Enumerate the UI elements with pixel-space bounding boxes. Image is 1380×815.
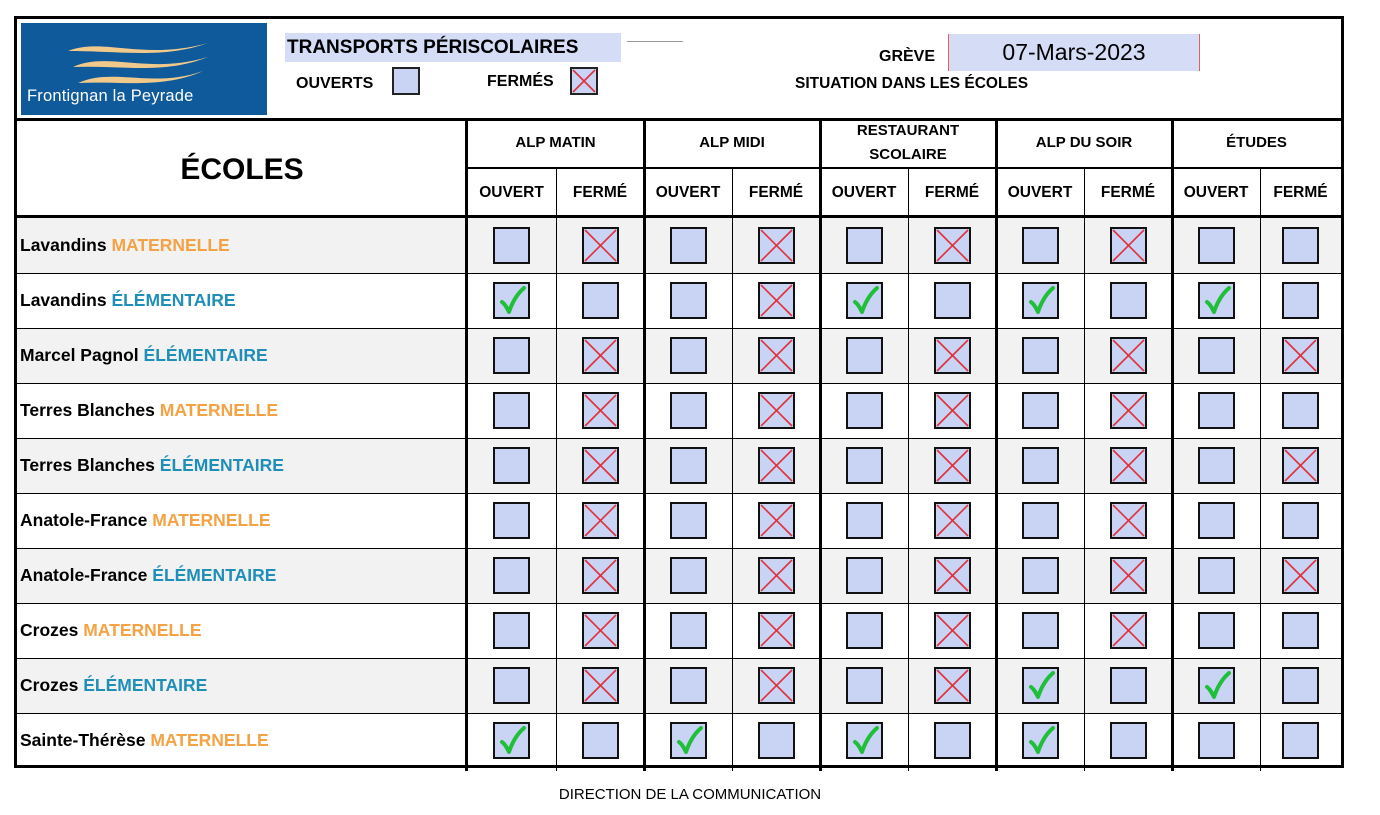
cross-icon bbox=[936, 614, 969, 647]
closed-checkbox[interactable] bbox=[1282, 667, 1319, 704]
closed-checkbox[interactable] bbox=[758, 667, 795, 704]
open-checkbox[interactable] bbox=[493, 557, 530, 594]
closed-checkbox[interactable] bbox=[582, 667, 619, 704]
cross-icon bbox=[584, 669, 617, 702]
open-checkbox[interactable] bbox=[846, 337, 883, 374]
closed-checkbox[interactable] bbox=[934, 667, 971, 704]
closed-checkbox[interactable] bbox=[1282, 722, 1319, 759]
open-checkbox[interactable] bbox=[1198, 282, 1235, 319]
open-checkbox[interactable] bbox=[846, 392, 883, 429]
open-checkbox[interactable] bbox=[1022, 227, 1059, 264]
open-checkbox[interactable] bbox=[846, 502, 883, 539]
group-divider bbox=[995, 119, 998, 771]
closed-checkbox[interactable] bbox=[582, 282, 619, 319]
closed-checkbox[interactable] bbox=[758, 227, 795, 264]
closed-checkbox[interactable] bbox=[758, 447, 795, 484]
cross-icon bbox=[760, 559, 793, 592]
school-label: Anatole-France bbox=[20, 510, 148, 530]
closed-checkbox[interactable] bbox=[934, 337, 971, 374]
open-checkbox[interactable] bbox=[493, 447, 530, 484]
closed-checkbox[interactable] bbox=[582, 447, 619, 484]
open-checkbox[interactable] bbox=[670, 282, 707, 319]
legend-open-box bbox=[392, 67, 420, 95]
open-checkbox[interactable] bbox=[493, 392, 530, 429]
table-row bbox=[17, 328, 1341, 383]
school-name bbox=[20, 603, 202, 658]
cross-icon bbox=[760, 449, 793, 482]
sub-header-open: OUVERT bbox=[1007, 183, 1073, 201]
cross-icon bbox=[584, 229, 617, 262]
closed-checkbox[interactable] bbox=[1110, 282, 1147, 319]
closed-checkbox[interactable] bbox=[1282, 282, 1319, 319]
open-checkbox[interactable] bbox=[493, 667, 530, 704]
open-checkbox[interactable] bbox=[1198, 227, 1235, 264]
school-name bbox=[20, 218, 230, 273]
table-row bbox=[17, 493, 1341, 548]
table-row bbox=[17, 603, 1341, 658]
cross-icon bbox=[1112, 449, 1145, 482]
sub-header-open: OUVERT bbox=[655, 183, 721, 201]
closed-checkbox[interactable] bbox=[758, 337, 795, 374]
cross-icon bbox=[584, 449, 617, 482]
open-checkbox[interactable] bbox=[670, 337, 707, 374]
open-checkbox[interactable] bbox=[670, 502, 707, 539]
open-checkbox[interactable] bbox=[846, 722, 883, 759]
row-divider bbox=[17, 438, 1341, 439]
strike-label: GRÈVE bbox=[879, 48, 936, 65]
closed-checkbox[interactable] bbox=[758, 722, 795, 759]
column-divider bbox=[908, 167, 909, 771]
group-header: ÉTUDES bbox=[1226, 134, 1287, 151]
column-divider bbox=[556, 167, 557, 771]
logo-text: Frontignan la Peyrade bbox=[27, 87, 194, 105]
closed-checkbox[interactable] bbox=[1110, 667, 1147, 704]
check-icon bbox=[848, 724, 881, 757]
sub-header-open: OUVERT bbox=[479, 183, 544, 201]
closed-checkbox[interactable] bbox=[582, 722, 619, 759]
row-divider bbox=[17, 273, 1341, 274]
schools-header: ÉCOLES bbox=[180, 153, 304, 186]
closed-checkbox[interactable] bbox=[1110, 722, 1147, 759]
open-checkbox[interactable] bbox=[1198, 667, 1235, 704]
row-divider bbox=[17, 383, 1341, 384]
closed-checkbox[interactable] bbox=[1282, 227, 1319, 264]
row-divider bbox=[17, 658, 1341, 659]
legend-closed-box bbox=[570, 67, 598, 95]
school-label: Lavandins bbox=[20, 235, 107, 255]
check-icon bbox=[848, 284, 881, 317]
cross-icon bbox=[1112, 504, 1145, 537]
cross-icon bbox=[936, 449, 969, 482]
row-divider bbox=[17, 328, 1341, 329]
open-checkbox[interactable] bbox=[1022, 667, 1059, 704]
check-icon bbox=[1200, 284, 1233, 317]
legend-closed-label: FERMÉS bbox=[487, 73, 554, 90]
open-checkbox[interactable] bbox=[1198, 337, 1235, 374]
school-name bbox=[20, 713, 269, 768]
open-checkbox[interactable] bbox=[1022, 282, 1059, 319]
check-icon bbox=[1024, 669, 1057, 702]
group-header: RESTAURANT SCOLAIRE bbox=[856, 122, 960, 163]
check-icon bbox=[672, 724, 705, 757]
table-row bbox=[17, 548, 1341, 603]
sub-header-closed: FERMÉ bbox=[1100, 183, 1156, 201]
cross-icon bbox=[1284, 339, 1317, 372]
row-divider bbox=[17, 548, 1341, 549]
open-checkbox[interactable] bbox=[1022, 722, 1059, 759]
open-checkbox[interactable] bbox=[846, 282, 883, 319]
open-checkbox[interactable] bbox=[1198, 612, 1235, 649]
open-checkbox[interactable] bbox=[493, 502, 530, 539]
closed-checkbox[interactable] bbox=[582, 612, 619, 649]
cross-icon bbox=[1112, 394, 1145, 427]
closed-checkbox[interactable] bbox=[582, 557, 619, 594]
closed-checkbox[interactable] bbox=[1110, 227, 1147, 264]
cross-icon bbox=[584, 504, 617, 537]
school-type: ÉLÉMENTAIRE bbox=[159, 455, 284, 475]
row-divider bbox=[17, 493, 1341, 494]
school-name bbox=[20, 438, 284, 493]
cross-icon bbox=[584, 559, 617, 592]
group-header: ALP MIDI bbox=[699, 134, 765, 151]
cross-icon bbox=[584, 394, 617, 427]
closed-checkbox[interactable] bbox=[582, 392, 619, 429]
closed-checkbox[interactable] bbox=[582, 502, 619, 539]
row-divider bbox=[17, 713, 1341, 714]
check-icon bbox=[495, 724, 528, 757]
open-checkbox[interactable] bbox=[1198, 722, 1235, 759]
legend-open-label: OUVERTS bbox=[296, 75, 374, 92]
open-checkbox[interactable] bbox=[493, 612, 530, 649]
open-checkbox[interactable] bbox=[846, 612, 883, 649]
check-icon bbox=[1024, 724, 1057, 757]
closed-checkbox[interactable] bbox=[934, 557, 971, 594]
school-type: ÉLÉMENTAIRE bbox=[143, 345, 268, 365]
open-checkbox[interactable] bbox=[846, 557, 883, 594]
closed-checkbox[interactable] bbox=[1282, 447, 1319, 484]
body-divider bbox=[17, 215, 1341, 218]
school-type: MATERNELLE bbox=[83, 620, 202, 640]
open-checkbox[interactable] bbox=[1198, 557, 1235, 594]
group-divider bbox=[819, 119, 822, 771]
open-checkbox[interactable] bbox=[1022, 612, 1059, 649]
open-checkbox[interactable] bbox=[1022, 337, 1059, 374]
closed-checkbox[interactable] bbox=[1110, 502, 1147, 539]
open-checkbox[interactable] bbox=[1022, 557, 1059, 594]
open-checkbox[interactable] bbox=[493, 227, 530, 264]
sub-header-closed: FERMÉ bbox=[924, 183, 980, 201]
open-checkbox[interactable] bbox=[846, 667, 883, 704]
open-checkbox[interactable] bbox=[1022, 392, 1059, 429]
cross-icon bbox=[1112, 614, 1145, 647]
cross-icon bbox=[584, 339, 617, 372]
closed-checkbox[interactable] bbox=[1282, 392, 1319, 429]
subheader-divider bbox=[467, 167, 1341, 169]
closed-checkbox[interactable] bbox=[1282, 612, 1319, 649]
cross-icon bbox=[1284, 559, 1317, 592]
cross-icon bbox=[936, 504, 969, 537]
closed-checkbox[interactable] bbox=[1282, 557, 1319, 594]
closed-checkbox[interactable] bbox=[758, 392, 795, 429]
cross-icon bbox=[1284, 449, 1317, 482]
open-checkbox[interactable] bbox=[1198, 392, 1235, 429]
open-checkbox[interactable] bbox=[846, 227, 883, 264]
cross-icon bbox=[936, 229, 969, 262]
table-row bbox=[17, 713, 1341, 768]
open-checkbox[interactable] bbox=[670, 392, 707, 429]
cross-icon bbox=[760, 669, 793, 702]
cross-icon bbox=[936, 669, 969, 702]
open-checkbox[interactable] bbox=[846, 447, 883, 484]
school-type: ÉLÉMENTAIRE bbox=[83, 675, 208, 695]
closed-checkbox[interactable] bbox=[934, 612, 971, 649]
school-label: Terres Blanches bbox=[20, 455, 155, 475]
closed-checkbox[interactable] bbox=[934, 227, 971, 264]
cross-icon bbox=[1112, 229, 1145, 262]
school-name bbox=[20, 273, 236, 328]
situation-label: SITUATION DANS LES ÉCOLES bbox=[795, 75, 1029, 92]
closed-checkbox[interactable] bbox=[758, 282, 795, 319]
cross-icon bbox=[572, 69, 596, 93]
closed-checkbox[interactable] bbox=[758, 557, 795, 594]
cross-icon bbox=[760, 229, 793, 262]
cross-icon bbox=[936, 394, 969, 427]
school-name bbox=[20, 383, 278, 438]
column-divider bbox=[1084, 167, 1085, 771]
open-checkbox[interactable] bbox=[1022, 447, 1059, 484]
open-checkbox[interactable] bbox=[670, 612, 707, 649]
closed-checkbox[interactable] bbox=[582, 337, 619, 374]
check-icon bbox=[495, 284, 528, 317]
closed-checkbox[interactable] bbox=[1282, 502, 1319, 539]
open-checkbox[interactable] bbox=[1022, 502, 1059, 539]
open-checkbox[interactable] bbox=[1198, 502, 1235, 539]
table-row bbox=[17, 383, 1341, 438]
open-checkbox[interactable] bbox=[670, 227, 707, 264]
school-label: Crozes bbox=[20, 620, 79, 640]
column-divider bbox=[1260, 167, 1261, 771]
open-checkbox[interactable] bbox=[670, 557, 707, 594]
school-label: Sainte-Thérèse bbox=[20, 730, 146, 750]
open-checkbox[interactable] bbox=[670, 722, 707, 759]
closed-checkbox[interactable] bbox=[934, 392, 971, 429]
school-name bbox=[20, 658, 207, 713]
cross-icon bbox=[936, 559, 969, 592]
school-label: Marcel Pagnol bbox=[20, 345, 139, 365]
open-checkbox[interactable] bbox=[493, 337, 530, 374]
open-checkbox[interactable] bbox=[1198, 447, 1235, 484]
cross-icon bbox=[760, 339, 793, 372]
column-divider bbox=[465, 119, 468, 771]
cross-icon bbox=[760, 614, 793, 647]
check-icon bbox=[1200, 669, 1233, 702]
page-title: TRANSPORTS PÉRISCOLAIRES bbox=[285, 33, 621, 62]
school-type: MATERNELLE bbox=[111, 235, 230, 255]
open-checkbox[interactable] bbox=[670, 447, 707, 484]
sub-header-open: OUVERT bbox=[1183, 183, 1249, 201]
school-type: MATERNELLE bbox=[150, 730, 269, 750]
table-row bbox=[17, 218, 1341, 273]
closed-checkbox[interactable] bbox=[1282, 337, 1319, 374]
cross-icon bbox=[584, 614, 617, 647]
closed-checkbox[interactable] bbox=[934, 502, 971, 539]
closed-checkbox[interactable] bbox=[758, 502, 795, 539]
sub-header-open: OUVERT bbox=[831, 183, 897, 201]
open-checkbox[interactable] bbox=[670, 667, 707, 704]
school-name bbox=[20, 548, 276, 603]
row-divider bbox=[17, 603, 1341, 604]
school-name bbox=[20, 493, 271, 548]
strike-date: 07-Mars-2023 bbox=[948, 34, 1200, 71]
closed-checkbox[interactable] bbox=[1110, 612, 1147, 649]
school-type: MATERNELLE bbox=[159, 400, 279, 420]
closed-checkbox[interactable] bbox=[758, 612, 795, 649]
open-checkbox[interactable] bbox=[493, 722, 530, 759]
cross-icon bbox=[936, 339, 969, 372]
closed-checkbox[interactable] bbox=[934, 722, 971, 759]
check-icon bbox=[1024, 284, 1057, 317]
school-label: Lavandins bbox=[20, 290, 107, 310]
group-divider bbox=[643, 119, 646, 771]
table-row bbox=[17, 438, 1341, 493]
footer-text: DIRECTION DE LA COMMUNICATION bbox=[558, 786, 822, 803]
school-name bbox=[20, 328, 268, 383]
cross-icon bbox=[760, 284, 793, 317]
closed-checkbox[interactable] bbox=[1110, 557, 1147, 594]
sub-header-closed: FERMÉ bbox=[748, 183, 804, 201]
sub-header-closed: FERMÉ bbox=[1273, 183, 1328, 201]
school-label: Crozes bbox=[20, 675, 79, 695]
column-divider bbox=[732, 167, 733, 771]
closed-checkbox[interactable] bbox=[1110, 392, 1147, 429]
closed-checkbox[interactable] bbox=[1110, 447, 1147, 484]
group-header: ALP DU SOIR bbox=[1035, 134, 1133, 151]
cross-icon bbox=[1112, 339, 1145, 372]
school-type: MATERNELLE bbox=[152, 510, 271, 530]
closed-checkbox[interactable] bbox=[1110, 337, 1147, 374]
open-checkbox[interactable] bbox=[493, 282, 530, 319]
group-divider bbox=[1171, 119, 1174, 771]
school-label: Terres Blanches bbox=[20, 400, 155, 420]
school-type: ÉLÉMENTAIRE bbox=[152, 565, 277, 585]
sub-header-closed: FERMÉ bbox=[572, 183, 628, 201]
cross-icon bbox=[760, 394, 793, 427]
cross-icon bbox=[760, 504, 793, 537]
waves-icon bbox=[63, 37, 213, 89]
cross-icon bbox=[1112, 559, 1145, 592]
table-row bbox=[17, 273, 1341, 328]
closed-checkbox[interactable] bbox=[934, 282, 971, 319]
school-label: Anatole-France bbox=[20, 565, 148, 585]
group-header: ALP MATIN bbox=[515, 134, 596, 151]
school-type: ÉLÉMENTAIRE bbox=[111, 290, 236, 310]
closed-checkbox[interactable] bbox=[934, 447, 971, 484]
status-sheet bbox=[14, 16, 1344, 768]
closed-checkbox[interactable] bbox=[582, 227, 619, 264]
table-row bbox=[17, 658, 1341, 713]
city-logo bbox=[21, 23, 267, 115]
header-divider bbox=[17, 118, 1341, 121]
title-rule bbox=[627, 41, 683, 42]
